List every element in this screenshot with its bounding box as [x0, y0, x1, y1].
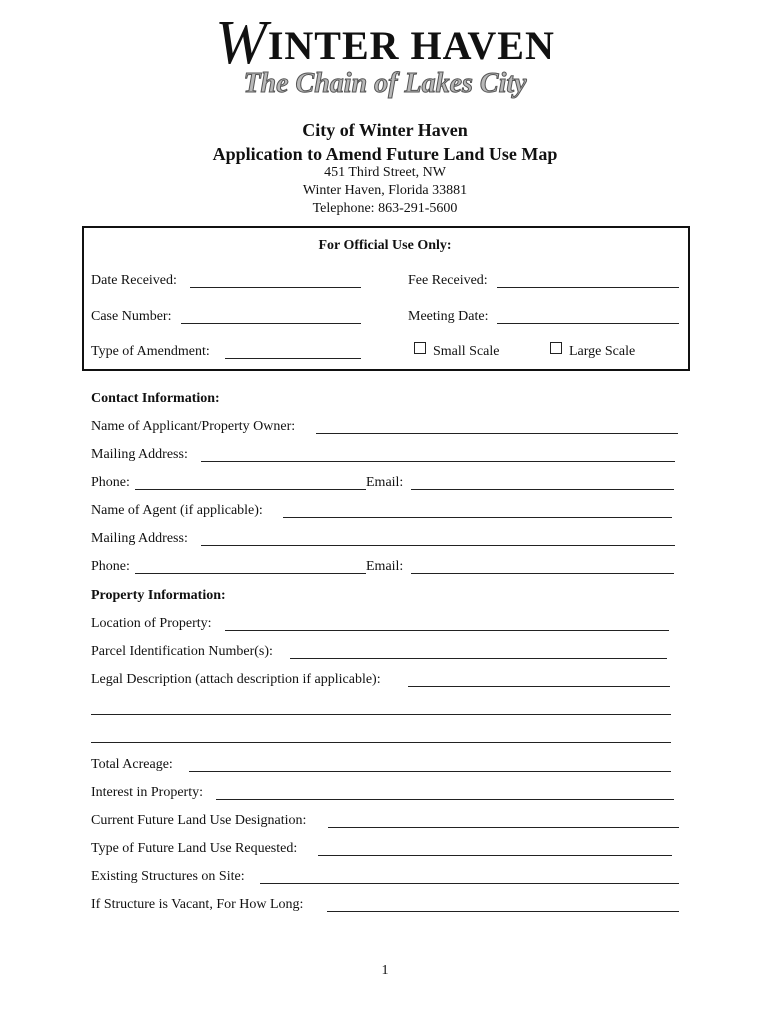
requested-flu-field[interactable] [318, 855, 672, 856]
existing-structures-label: Existing Structures on Site: [91, 869, 245, 884]
legal-description-field[interactable] [408, 686, 670, 687]
address-line-1: 451 Third Street, NW [324, 165, 446, 180]
agent-email-label: Email: [366, 559, 404, 574]
parcel-id-label: Parcel Identification Number(s): [91, 644, 273, 659]
document-subtitle: Application to Amend Future Land Use Map [212, 144, 558, 164]
phone-label: Phone: [91, 475, 130, 490]
amendment-type-field[interactable] [225, 358, 361, 359]
legal-description-line-3[interactable] [91, 742, 671, 743]
date-received-field[interactable] [190, 287, 361, 288]
page-number: 1 [381, 963, 389, 978]
agent-email-field[interactable] [411, 573, 674, 574]
address-line-2: Winter Haven, Florida 33881 [302, 183, 468, 198]
property-heading: Property Information: [91, 588, 226, 603]
amendment-type-label: Type of Amendment: [91, 344, 210, 359]
fee-received-field[interactable] [497, 287, 679, 288]
logo-initial: W [215, 9, 268, 77]
fee-received-label: Fee Received: [408, 273, 488, 288]
current-flu-field[interactable] [328, 827, 679, 828]
logo-tagline: The Chain of Lakes City [243, 68, 527, 99]
mailing-address-label: Mailing Address: [91, 447, 188, 462]
large-scale-checkbox[interactable] [550, 342, 562, 354]
total-acreage-label: Total Acreage: [91, 757, 173, 772]
location-field[interactable] [225, 630, 669, 631]
case-number-label: Case Number: [91, 309, 172, 324]
agent-phone-field[interactable] [135, 573, 366, 574]
legal-description-label: Legal Description (attach description if applicable): [91, 672, 381, 687]
agent-label: Name of Agent (if applicable): [91, 503, 263, 518]
meeting-date-field[interactable] [497, 323, 679, 324]
current-flu-label: Current Future Land Use Designation: [91, 813, 307, 828]
agent-field[interactable] [283, 517, 672, 518]
agent-mailing-address-label: Mailing Address: [91, 531, 188, 546]
total-acreage-field[interactable] [189, 771, 671, 772]
interest-label: Interest in Property: [91, 785, 203, 800]
document-title: City of Winter Haven [302, 120, 468, 140]
contact-heading: Contact Information: [91, 391, 220, 406]
small-scale-checkbox[interactable] [414, 342, 426, 354]
case-number-field[interactable] [181, 323, 361, 324]
phone-field[interactable] [135, 489, 366, 490]
date-received-label: Date Received: [91, 273, 177, 288]
applicant-label: Name of Applicant/Property Owner: [91, 419, 296, 434]
location-label: Location of Property: [91, 616, 212, 631]
vacant-duration-label: If Structure is Vacant, For How Long: [91, 897, 304, 912]
meeting-date-label: Meeting Date: [408, 309, 489, 324]
legal-description-line-2[interactable] [91, 714, 671, 715]
official-use-heading: For Official Use Only: [318, 238, 452, 253]
requested-flu-label: Type of Future Land Use Requested: [91, 841, 298, 856]
existing-structures-field[interactable] [260, 883, 679, 884]
small-scale-label: Small Scale [433, 344, 500, 359]
agent-phone-label: Phone: [91, 559, 130, 574]
mailing-address-field[interactable] [201, 461, 675, 462]
applicant-field[interactable] [316, 433, 678, 434]
interest-field[interactable] [216, 799, 674, 800]
telephone: Telephone: 863-291-5600 [312, 201, 458, 216]
email-field[interactable] [411, 489, 674, 490]
agent-mailing-address-field[interactable] [201, 545, 675, 546]
parcel-id-field[interactable] [290, 658, 667, 659]
large-scale-label: Large Scale [569, 344, 636, 359]
vacant-duration-field[interactable] [327, 911, 679, 912]
logo-wordmark: INTER HAVEN [267, 23, 555, 68]
email-label: Email: [366, 475, 404, 490]
